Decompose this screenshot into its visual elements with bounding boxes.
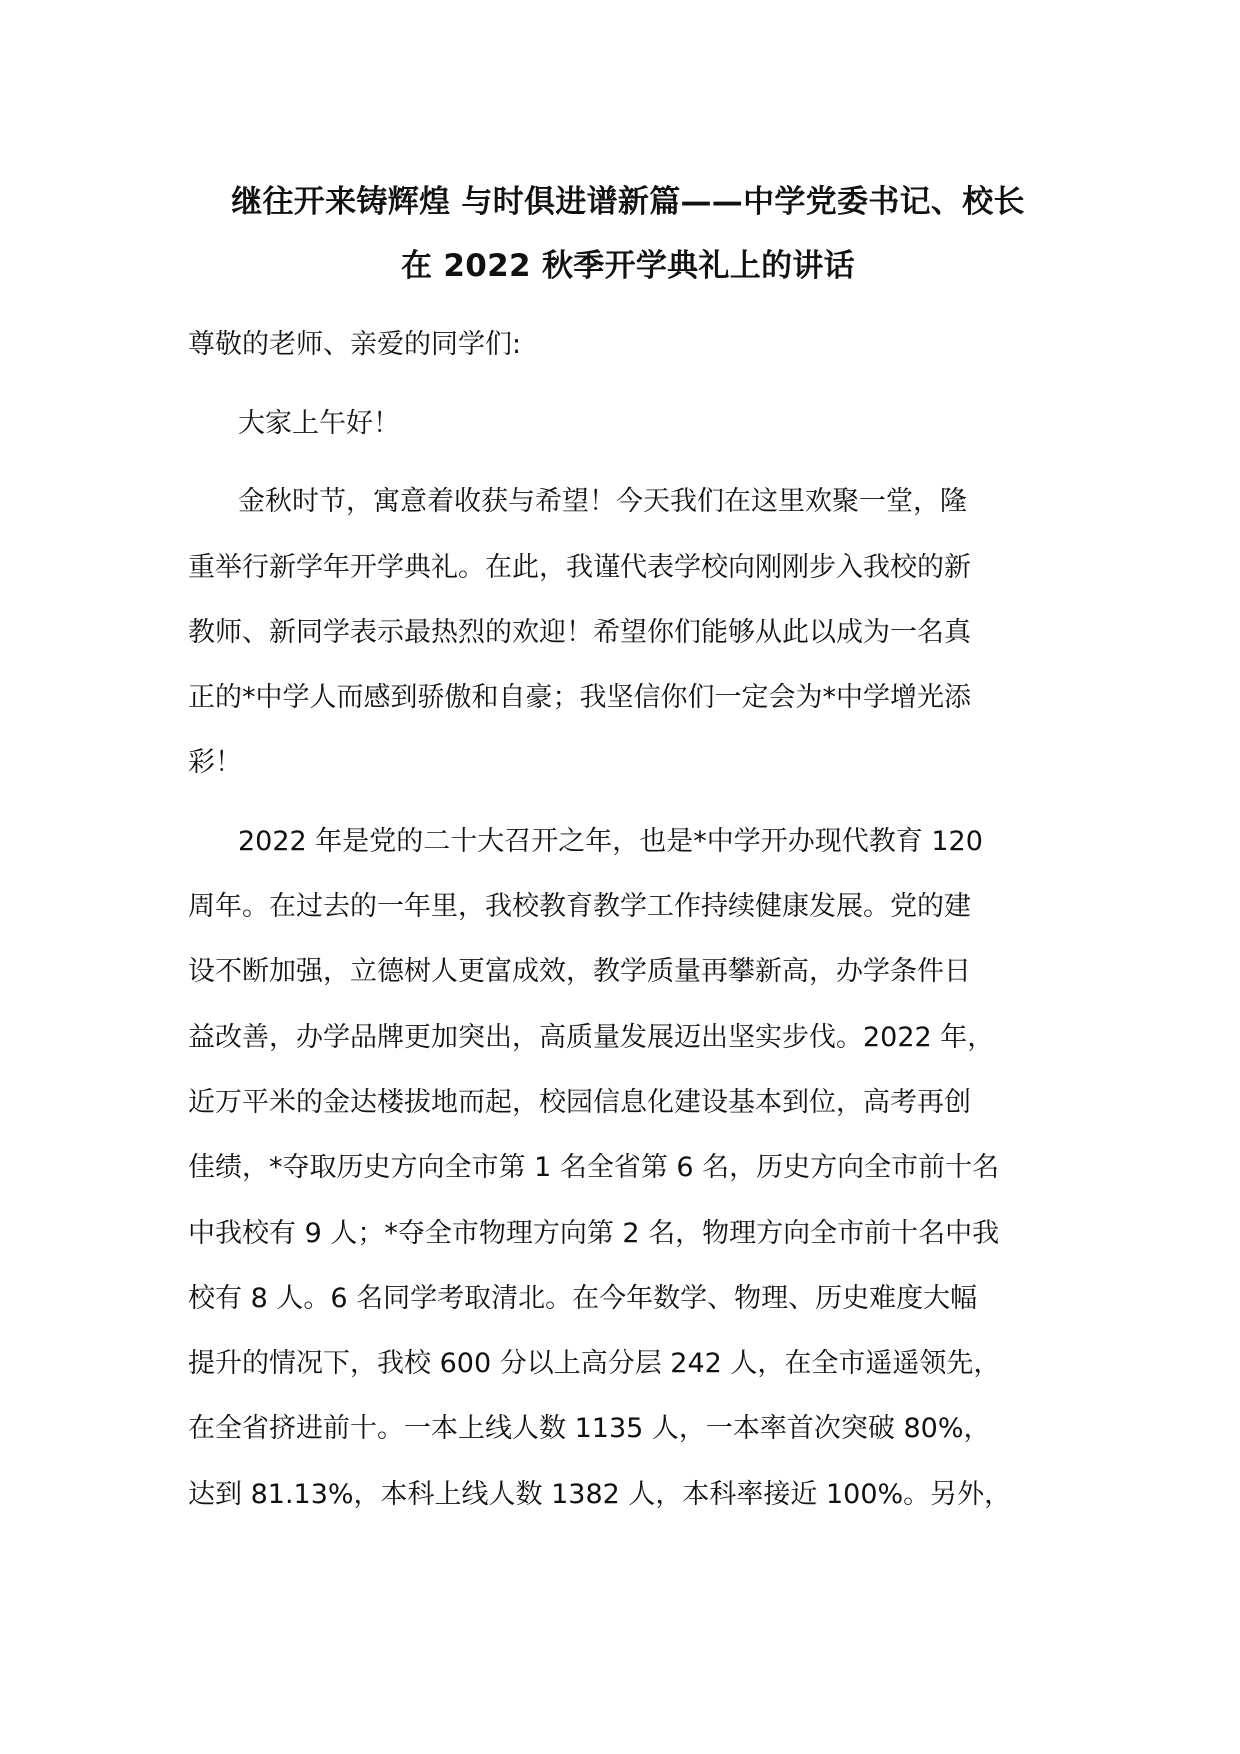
text-line: 大家上午好！	[238, 408, 400, 439]
text-line: 校有 8 人。6 名同学考取清北。在今年数学、物理、历史难度大幅	[188, 1282, 978, 1314]
text-line: 重举行新学年开学典礼。在此，我谨代表学校向刚刚步入我校的新	[188, 551, 971, 583]
text-line: 近万平米的金达楼拔地而起，校园信息化建设基本到位，高考再创	[188, 1086, 971, 1118]
paragraph-greeting	[188, 391, 1068, 456]
title-line-2: 在 2022 秋季开学典礼上的讲话	[401, 248, 855, 284]
text-line: 中我校有 9 人；*夺全市物理方向第 2 名，物理方向全市前十名中我	[188, 1217, 1000, 1249]
text-line: 正的*中学人而感到骄傲和自豪；我坚信你们一定会为*中学增光添	[188, 682, 971, 714]
text-line: 益改善，办学品牌更加突出，高质量发展迈出坚实步伐。2022 年，	[188, 1021, 995, 1053]
text-line: 金秋时节，寓意着收获与希望！今天我们在这里欢聚一堂，隆	[238, 486, 967, 518]
document-body	[188, 170, 1068, 1527]
text-line: 2022 年是党的二十大召开之年，也是*中学开办现代教育 120	[238, 825, 983, 857]
text-line: 彩！	[188, 747, 242, 779]
text-line: 教师、新同学表示最热烈的欢迎！希望你们能够从此以成为一名真	[188, 616, 971, 648]
document-title	[188, 170, 1068, 298]
paragraph-welcome	[188, 469, 1068, 795]
text-line: 佳绩，*夺取历史方向全市第 1 名全省第 6 名，历史方向全市前十名	[188, 1152, 1000, 1184]
salutation: 尊敬的老师、亲爱的同学们:	[188, 329, 522, 360]
paragraph-achievements	[188, 809, 1068, 1527]
text-line: 设不断加强，立德树人更富成效，教学质量再攀新高，办学条件日	[188, 956, 971, 988]
title-line-1: 继往开来铸辉煌 与时俱进谱新篇——中学党委书记、校长	[231, 184, 1025, 220]
text-line: 达到 81.13%，本科上线人数 1382 人，本科率接近 100%。另外，	[188, 1478, 1012, 1510]
text-line: 周年。在过去的一年里，我校教育教学工作持续健康发展。党的建	[188, 891, 971, 923]
text-line: 在全省挤进前十。一本上线人数 1135 人，一本率首次突破 80%，	[188, 1413, 991, 1445]
text-line: 提升的情况下，我校 600 分以上高分层 242 人，在全市遥遥领先，	[188, 1348, 1001, 1380]
